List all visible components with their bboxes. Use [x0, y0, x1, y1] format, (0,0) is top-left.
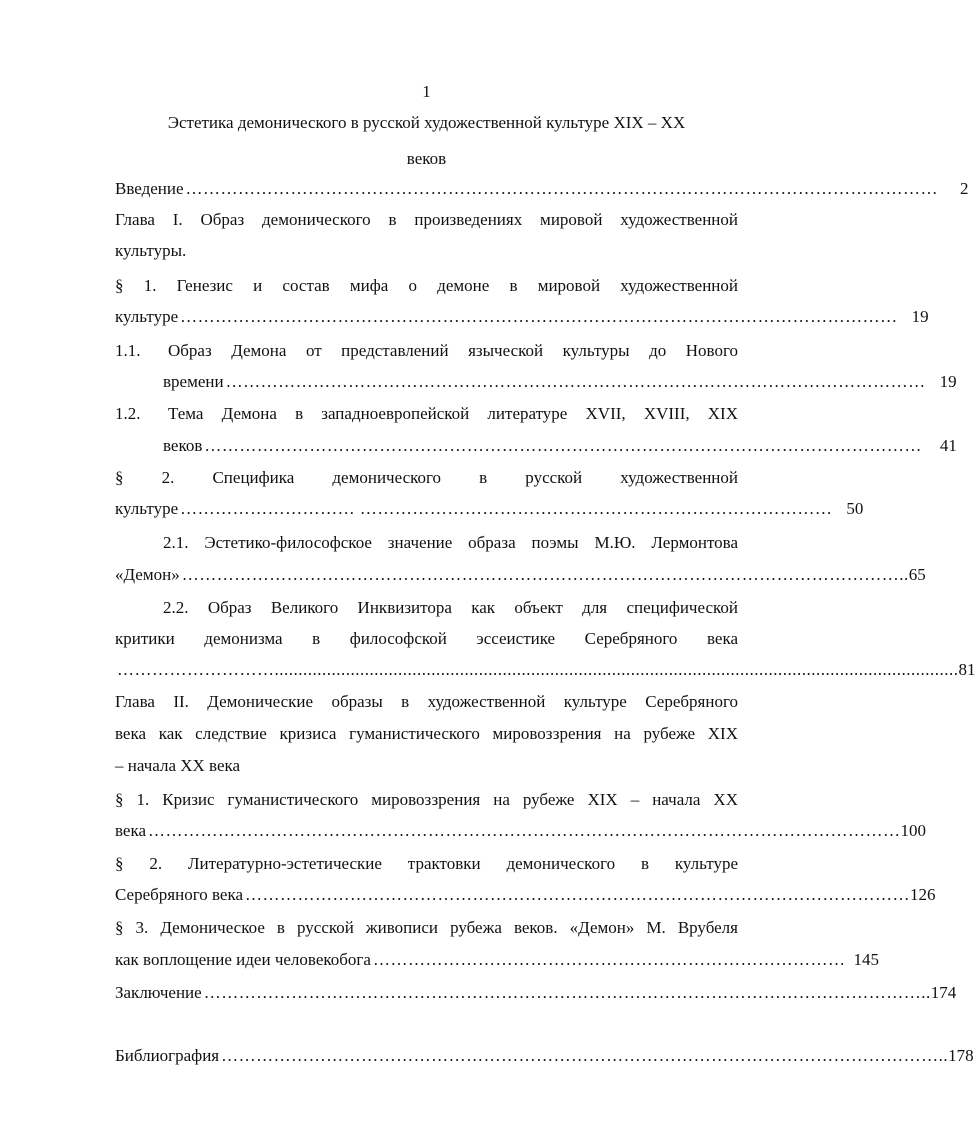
toc-subsection-2-2-line-2: критики демонизма в философской эссеистике Серебряного века: [115, 629, 738, 648]
document-title-line-1: Эстетика демонического в русской художественной культуре XIX – XX: [167, 113, 686, 132]
toc-subsection-2-1-line-2: «Демон» …………………………………………………………………………………………………………….. 65: [115, 565, 926, 584]
toc-section-2-3-line-2: как воплощение идеи человекобога ……………………………………………………………………… 145: [115, 950, 879, 969]
toc-section-1-1-line-1: § 1. Генезис и состав мифа о демоне в мировой художественной: [115, 276, 738, 295]
page-number: 1: [422, 82, 431, 101]
toc-section-2-3-line-1: § 3. Демоническое в русской живописи рубежа веков. «Демон» М. Врубеля: [115, 918, 738, 937]
toc-chapter-2-line-1: Глава II. Демонические образы в художественной культуре Серебряного: [115, 692, 738, 711]
toc-subsection-2-2-line-3: ………………………................................................................................................................................................ 81: [117, 660, 976, 679]
toc-subsection-1-1-line-2: времени ………………………………………………………………………………………………………… 19: [163, 372, 957, 391]
toc-entry-bibliography: Библиография …………………………………………………………………………………………………………….. 178: [115, 1046, 974, 1065]
toc-section-2-2-line-2: Серебряного века …………………………………………………………………………………………………… 126: [115, 885, 936, 904]
toc-subsection-1-1-line-1: Образ Демона от представлений языческой культуры до Нового: [168, 341, 738, 360]
document-title-line-2: веков: [406, 149, 447, 168]
toc-section-2-2-line-1: § 2. Литературно-эстетические трактовки демонического в культуре: [115, 854, 738, 873]
toc-entry-introduction: Введение ………………………………………………………………………………………………………………… 2: [115, 179, 969, 198]
toc-section-2-1-line-2: века ………………………………………………………………………………………………………………… 100: [115, 821, 927, 840]
toc-section-1-1-line-2: культуре …………………………………………………………………………………………………………… 19: [115, 307, 929, 326]
toc-chapter-2-line-3: – начала XX века: [115, 756, 241, 775]
toc-subsection-1-1-number: 1.1.: [115, 341, 141, 360]
toc-section-2-1-line-1: § 1. Кризис гуманистического мировоззрения на рубеже XIX – начала XX: [115, 790, 738, 809]
toc-subsection-2-2-line-1: 2.2. Образ Великого Инквизитора как объект для специфической: [163, 598, 738, 617]
toc-chapter-1-line-1: Глава I. Образ демонического в произведениях мировой художественной: [115, 210, 738, 229]
toc-chapter-2-line-2: века как следствие кризиса гуманистического мировоззрения на рубеже XIX: [115, 724, 738, 743]
toc-section-1-2-line-2: культуре ………………………… ……………………………………………………………………… 50: [115, 499, 864, 518]
toc-chapter-1-line-2: культуры.: [115, 241, 187, 260]
toc-subsection-1-2-line-1: Тема Демона в западноевропейской литературе XVII, XVIII, XIX: [168, 404, 738, 423]
toc-section-1-2-line-1: § 2. Специфика демонического в русской художественной: [115, 468, 738, 487]
toc-subsection-2-1-line-1: 2.1. Эстетико-философское значение образа поэмы М.Ю. Лермонтова: [163, 533, 738, 552]
toc-subsection-1-2-number: 1.2.: [115, 404, 141, 423]
toc-subsection-1-2-line-2: веков …………………………………………………………………………………………………………… 41: [163, 436, 957, 455]
toc-entry-conclusion: Заключение …………………………………………………………………………………………………………….. 174: [115, 983, 957, 1002]
